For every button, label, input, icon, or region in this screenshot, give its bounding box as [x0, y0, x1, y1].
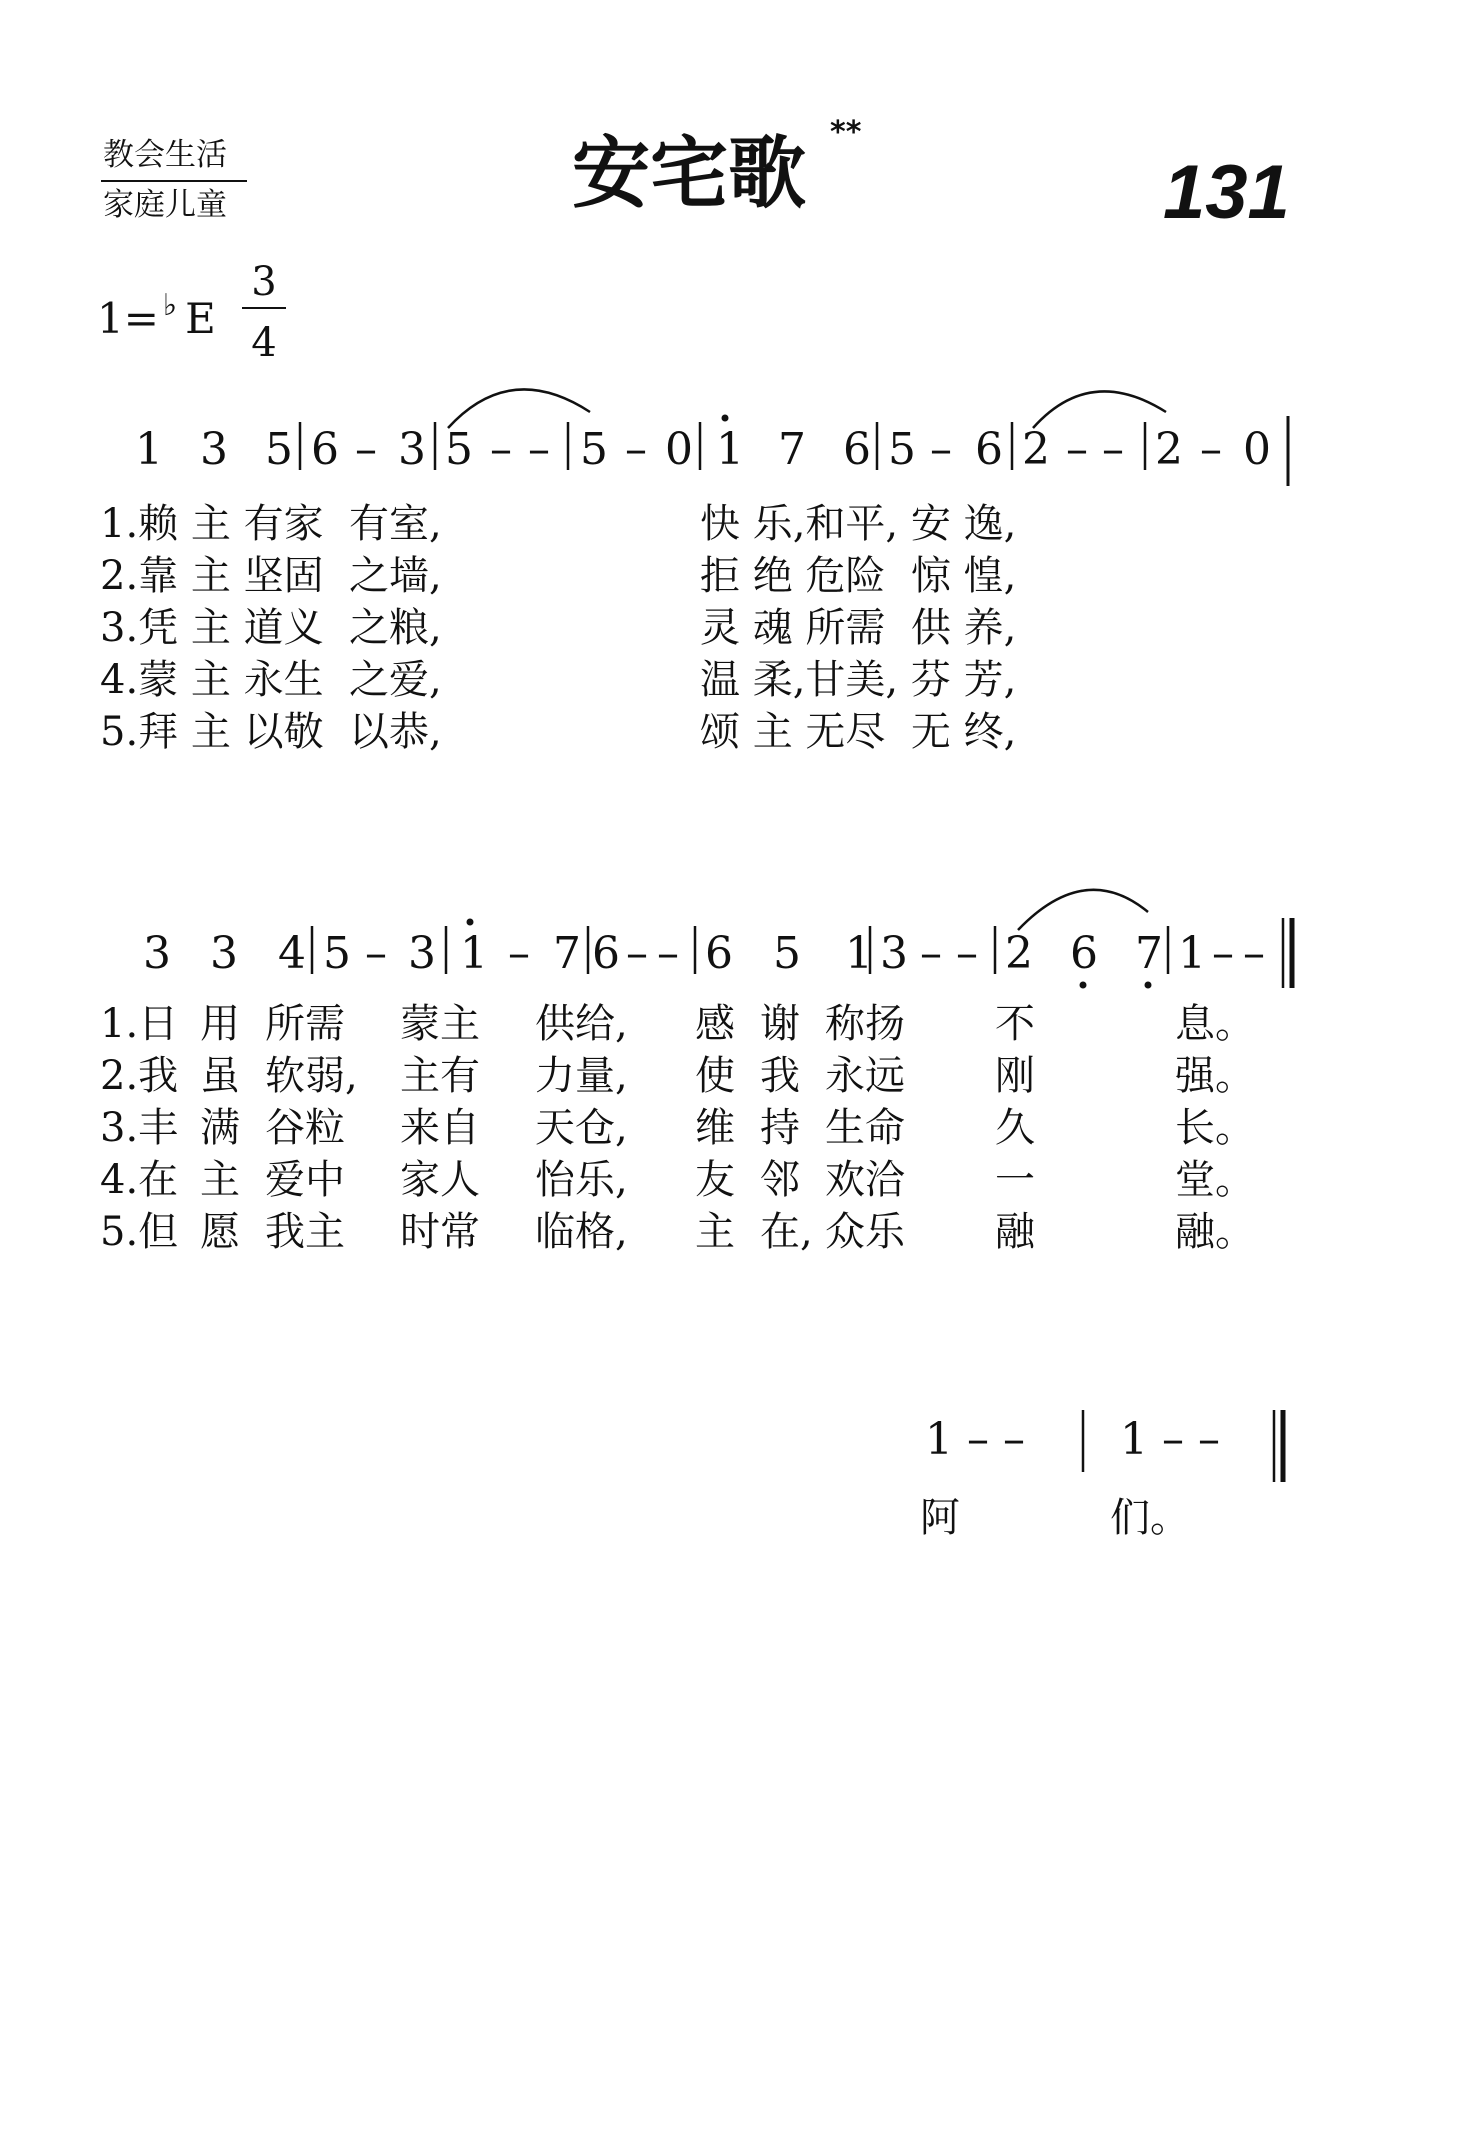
lyric-word: 力量, [535, 1053, 628, 1099]
lyric-word: 虽 [200, 1053, 240, 1099]
note: 6 [975, 424, 1003, 475]
lyric-word: 永远 [825, 1053, 905, 1099]
amen-word-2: 们。 [1110, 1495, 1190, 1541]
note: 6 [592, 928, 620, 979]
lyric-word: 久 [995, 1105, 1035, 1151]
note-dash: – [490, 424, 512, 475]
lyric-word: 主有 [400, 1053, 480, 1099]
high-octave-dot [467, 919, 474, 926]
title-mark: ** [830, 115, 862, 150]
lyric-word: 主 [200, 1157, 240, 1203]
low-octave-dot [1080, 982, 1087, 989]
lyric-word: 谷粒 [265, 1105, 345, 1151]
lyric-word: 愿 [200, 1209, 240, 1255]
lyric-word: 强。 [1175, 1053, 1255, 1099]
lyric-word: 爱中 [265, 1157, 345, 1203]
hymn-title: 安宅歌 [572, 128, 807, 219]
note-high: 1 [716, 424, 744, 475]
note-dash: – [355, 424, 377, 475]
lyric-word: 维 [695, 1105, 735, 1151]
note-dash: – [1066, 424, 1088, 475]
note-dash: – [1212, 928, 1234, 979]
lyric-word: 我主 [265, 1209, 345, 1255]
lyric-word: 称扬 [825, 1001, 905, 1047]
high-octave-dot [722, 415, 729, 422]
lyric-word: 息。 [1175, 1001, 1255, 1047]
lyric-word: 堂。 [1175, 1157, 1255, 1203]
note: 1 [845, 928, 873, 979]
lyric-word: 时常 [400, 1209, 480, 1255]
lyric-word: 满 [200, 1105, 240, 1151]
note-dash: – [528, 424, 550, 475]
lyric-word: 3.丰 [100, 1105, 179, 1151]
amen-notation [0, 1390, 1480, 1500]
lyric-word: 我 [760, 1053, 800, 1099]
note: 5 [445, 424, 473, 475]
note-dash: – [1102, 424, 1124, 475]
note-dash: – [1200, 424, 1222, 475]
lyric-word: 刚 [995, 1053, 1035, 1099]
lyric-word: 家人 [400, 1157, 480, 1203]
note: 3 [880, 928, 908, 979]
note-dash: – [625, 424, 647, 475]
note-dash: – [626, 928, 648, 979]
time-signature-bottom: 4 [251, 320, 277, 366]
lyric-word: 长。 [1175, 1105, 1255, 1151]
lyric-word: 生命 [825, 1105, 905, 1151]
note: 0 [665, 424, 693, 475]
lyric-word: 谢 [760, 1001, 800, 1047]
lyric-word: 融 [995, 1209, 1035, 1255]
verse-2-lyrics-b: 拒 绝 危险 惊 惶, [700, 553, 1017, 599]
verse-3-lyrics-a: 3.凭 主 道义 之粮, [100, 605, 442, 651]
note: 3 [210, 928, 238, 979]
note: 4 [278, 928, 306, 979]
note: 0 [1243, 424, 1271, 475]
note: 7 [553, 928, 581, 979]
category-bottom: 家庭儿童 [103, 187, 227, 223]
note-dash: – [920, 928, 942, 979]
lyric-word: 2.我 [100, 1053, 179, 1099]
note-high: 1 [460, 928, 488, 979]
key-letter: E [185, 294, 216, 343]
verse-5-lyrics-a: 5.拜 主 以敬 以恭, [100, 709, 442, 755]
note-dash: – [365, 928, 387, 979]
note: 5 [773, 928, 801, 979]
note-dash: – [1243, 928, 1265, 979]
note: 5 [265, 424, 293, 475]
notation-line-2 [0, 860, 1480, 1010]
lyric-word: 1.日 [100, 1001, 179, 1047]
lyric-word: 4.在 [100, 1157, 179, 1203]
note-low: 6 [1070, 928, 1098, 979]
lyric-word: 用 [200, 1001, 240, 1047]
note-dash: – [930, 424, 952, 475]
verse-1-lyrics-a: 1.赖 主 有家 有室, [100, 501, 442, 547]
verse-4-lyrics-b: 温 柔,甘美, 芬 芳, [700, 657, 1017, 703]
verse-4-lyrics-a: 4.蒙 主 永生 之爱, [100, 657, 442, 703]
note: 6 [311, 424, 339, 475]
key-signature [97, 288, 216, 343]
note: 2 [1005, 928, 1033, 979]
low-octave-dot [1145, 982, 1152, 989]
verse-2-lyrics-a: 2.靠 主 坚固 之墙, [100, 553, 442, 599]
note: 1 [1178, 928, 1206, 979]
lyric-word: 友 [695, 1157, 735, 1203]
lyric-word: 感 [695, 1001, 735, 1047]
time-signature-line [242, 307, 286, 309]
category-divider [101, 180, 247, 182]
lyric-word: 所需 [265, 1001, 345, 1047]
lyric-word: 持 [760, 1105, 800, 1151]
lyric-word: 邻 [760, 1157, 800, 1203]
note-dash: – [657, 928, 679, 979]
note: 5 [580, 424, 608, 475]
lyric-word: 5.但 [100, 1209, 179, 1255]
note: 2 [1155, 424, 1183, 475]
lyric-word: 融。 [1175, 1209, 1255, 1255]
note: 3 [143, 928, 171, 979]
lyric-word: 在, [760, 1209, 813, 1255]
tie-3 [1018, 890, 1148, 930]
note: 6 [705, 928, 733, 979]
lyric-word: 天仓, [535, 1105, 628, 1151]
note: 3 [398, 424, 426, 475]
hymn-number: 131 [1163, 150, 1290, 235]
note: 6 [843, 424, 871, 475]
lyric-word: 软弱, [265, 1053, 358, 1099]
lyric-word: 众乐 [825, 1209, 905, 1255]
lyric-word: 主 [695, 1209, 735, 1255]
lyric-word: 供给, [535, 1001, 628, 1047]
note: 3 [200, 424, 228, 475]
note: 7 [778, 424, 806, 475]
note: 3 [408, 928, 436, 979]
lyric-word: 欢洽 [825, 1157, 905, 1203]
notation-line-1 [0, 360, 1480, 500]
flat-icon: ♭ [162, 288, 178, 323]
note: 5 [888, 424, 916, 475]
amen-word-1: 阿 [920, 1495, 960, 1541]
time-signature-top: 3 [251, 259, 277, 305]
verse-3-lyrics-b: 灵 魂 所需 供 养, [700, 605, 1017, 651]
note: 2 [1022, 424, 1050, 475]
amen-notes-1: 1 – – [925, 1414, 1025, 1465]
note-low: 7 [1135, 928, 1163, 979]
lyric-word: 一 [995, 1157, 1035, 1203]
lyric-word: 来自 [400, 1105, 480, 1151]
lyric-word: 蒙主 [400, 1001, 480, 1047]
verse-5-lyrics-b: 颂 主 无尽 无 终, [700, 709, 1017, 755]
key-prefix: 1= [97, 294, 159, 343]
category-top: 教会生活 [103, 137, 227, 173]
note-dash: – [956, 928, 978, 979]
verse-1-lyrics-b: 快 乐,和平, 安 逸, [700, 501, 1017, 547]
lyric-word: 临格, [535, 1209, 628, 1255]
amen-notes-2: 1 – – [1120, 1414, 1220, 1465]
note: 5 [323, 928, 351, 979]
note: 1 [135, 424, 163, 475]
lyric-word: 怡乐, [535, 1157, 628, 1203]
lyric-word: 使 [695, 1053, 735, 1099]
lyric-word: 不 [995, 1001, 1035, 1047]
note-dash: – [508, 928, 530, 979]
